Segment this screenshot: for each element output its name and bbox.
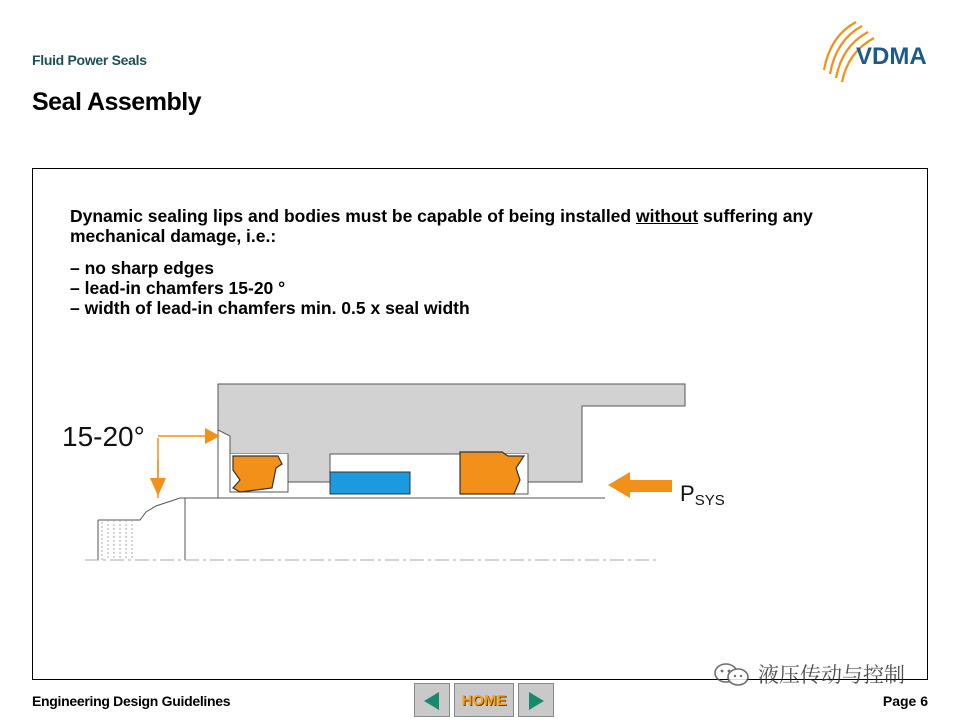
watermark xyxy=(712,660,905,688)
bullet-item: – width of lead-in chamfers min. 0.5 x seal width xyxy=(70,298,470,318)
angle-label: 15-20° xyxy=(62,421,145,452)
home-button[interactable] xyxy=(454,683,514,717)
section-kicker: Fluid Power Seals xyxy=(32,52,147,68)
footer-title: Engineering Design Guidelines xyxy=(32,693,231,709)
pressure-label-sub: SYS xyxy=(694,492,725,509)
intro-text: Dynamic sealing lips and bodies must be capable of being installed xyxy=(70,206,636,226)
page-title: Seal Assembly xyxy=(32,88,202,116)
wechat-icon xyxy=(712,660,752,688)
watermark-text: 液压传动与控制 xyxy=(758,663,905,687)
seal-assembly-drawing xyxy=(40,370,760,580)
bullet-item: – lead-in chamfers 15-20 ° xyxy=(70,278,286,298)
guide-ring xyxy=(330,472,410,494)
prev-page-button[interactable] xyxy=(414,683,450,717)
intro-paragraph xyxy=(70,206,870,246)
pressure-arrow xyxy=(608,472,672,498)
bullet-item: – no sharp edges xyxy=(70,258,214,278)
logo-text: VDMA xyxy=(856,43,927,70)
angle-arrow-down xyxy=(150,478,166,496)
svg-text:PSYS xyxy=(680,481,725,509)
vdma-logo xyxy=(812,18,937,94)
arrow-right-icon xyxy=(525,690,547,712)
page-number: Page 6 xyxy=(882,693,928,709)
intro-rest: suffering any mechanical damage, i.e.: xyxy=(70,206,813,246)
piston-rod xyxy=(98,498,605,520)
bullet-list xyxy=(70,258,770,318)
arrow-left-icon xyxy=(421,690,443,712)
next-page-button[interactable] xyxy=(518,683,554,717)
rod-seal-right xyxy=(460,452,524,494)
intro-emphasis: without xyxy=(635,206,699,226)
pressure-label: P xyxy=(680,481,695,506)
home-label: HOME xyxy=(461,691,507,709)
